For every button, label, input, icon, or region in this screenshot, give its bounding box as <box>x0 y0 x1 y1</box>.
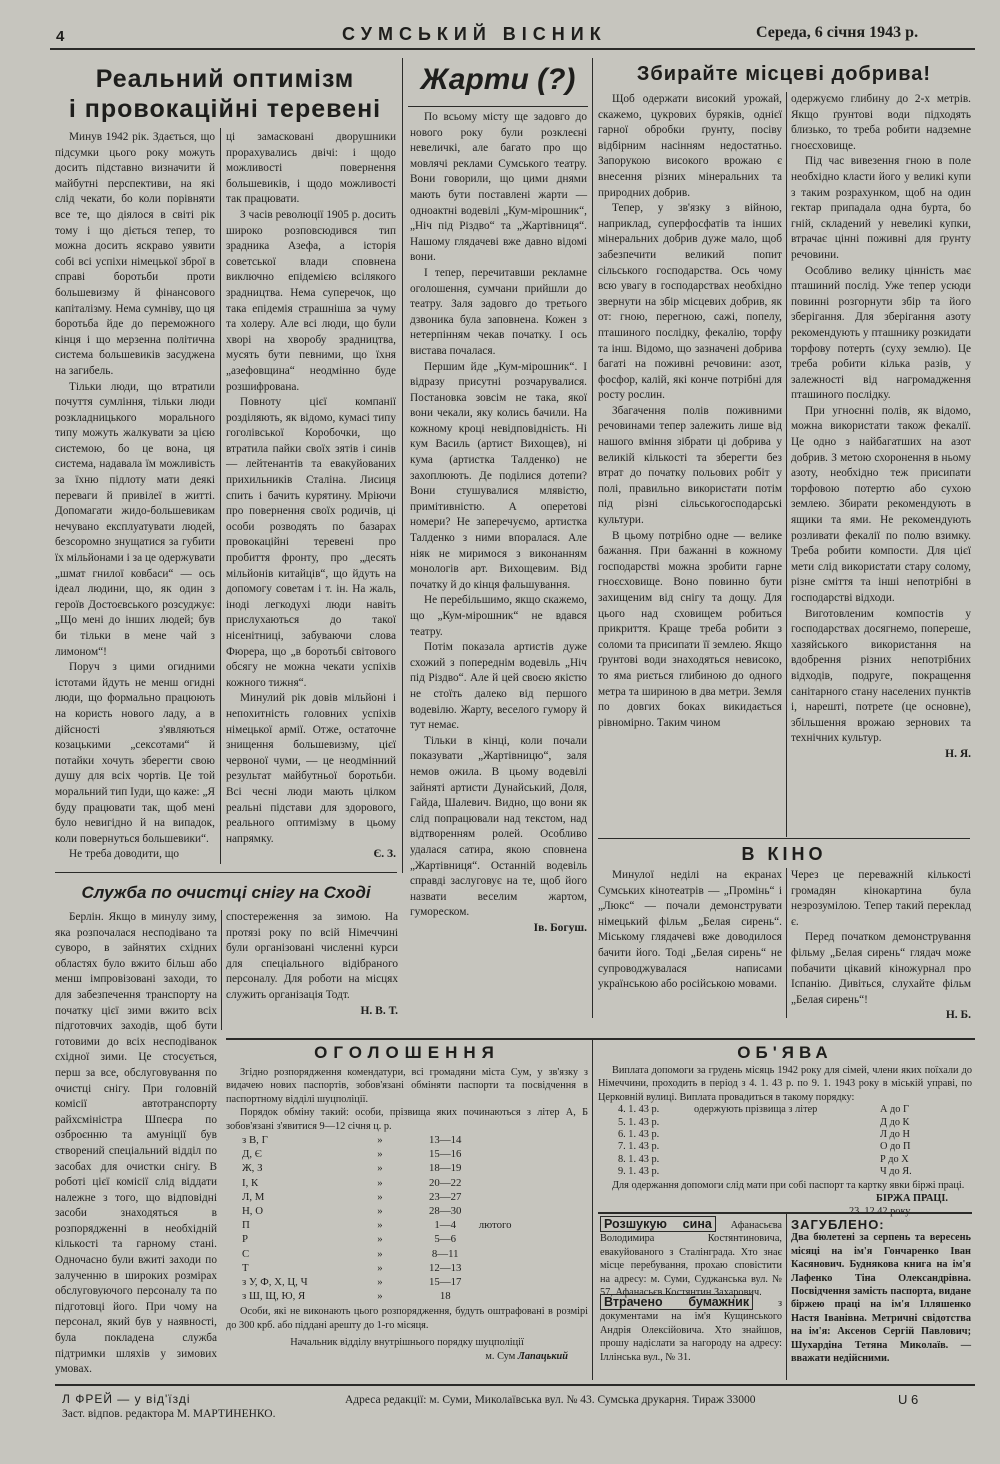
schedule-dates: 12—13 <box>429 1261 462 1274</box>
schedule-month <box>479 1133 542 1147</box>
announcement-order: Порядок обміну такий: особи, прізвища яких починаються з літер А, Б зобов'язані з'явитися 9—12 січня ц. р. <box>226 1107 588 1132</box>
paragraph: ці замасковані дворушники прорахувались двічі: і щодо можливості повернення большевиків, і щодо можливості так працювати. <box>226 131 396 206</box>
payment-date: 7. 1. 43 р. <box>618 1141 660 1153</box>
column-divider <box>786 1214 787 1380</box>
footer-code: U 6 <box>898 1392 919 1407</box>
footer-rule <box>55 1384 975 1386</box>
payment-text <box>694 1129 880 1141</box>
schedule-row <box>242 1247 542 1261</box>
announcement-intro: Згідно розпорядження комендатури, всі громадяни міста Сум, у зв'язку з видачею нових паспортів, зобов'язані обміняти паспорти та посвідчення в паспортному відділі шуцполіції. <box>226 1067 588 1105</box>
schedule-ditto: » <box>377 1162 383 1175</box>
article-realism-headline <box>55 64 395 124</box>
schedule-row <box>242 1147 542 1161</box>
payment-range: Р до Х <box>880 1153 909 1165</box>
schedule-letters: Т <box>242 1261 249 1274</box>
payment-date: 5. 1. 43 р. <box>618 1116 660 1128</box>
article-fertilizer-col5 <box>791 92 971 832</box>
article-jokes-headline: Жарти (?) <box>420 63 576 96</box>
column-divider <box>786 868 787 1018</box>
column-divider <box>592 58 593 1018</box>
column-divider <box>592 1040 593 1380</box>
footer-editor-2: Заст. відпов. редактора М. МАРТИНЕНКО. <box>62 1408 276 1420</box>
schedule-dates: 15—16 <box>429 1148 462 1161</box>
payment-range: Л до Н <box>880 1129 910 1141</box>
paragraph: Виготовленим компостів у господарствах досягнемо, попереше, хазяйського використання на вдобрення різних непотрібних відходів, подруге, покращення санітарного стану населених пунктів і, нарешті, потрете (це основне), збільшення врожаю зернових та технічних культур. <box>791 607 971 745</box>
payment-date: 6. 1. 43 р. <box>618 1129 660 1141</box>
schedule-letters: з Ш, Щ, Ю, Я <box>242 1290 306 1303</box>
newspaper-title: СУМСЬКИЙ ВІСНИК <box>342 24 607 44</box>
schedule-row <box>242 1190 542 1204</box>
snow-middle <box>226 910 398 1035</box>
search-son-headline: Розшукую сина <box>600 1216 716 1232</box>
schedule-ditto: » <box>377 1134 383 1147</box>
schedule-month <box>479 1289 542 1303</box>
announcement-signed-title: Начальник відділу внутрішнього порядку шуцполіції <box>290 1337 524 1349</box>
paragraph: одержуємо глибину до 2-х метрів. Якщо ґрунтові води підходять близько, то треба робити надземне гноєсховище. <box>791 93 971 152</box>
headline-rule <box>408 106 588 107</box>
schedule-row <box>242 1204 542 1218</box>
search-son-text: Афанасьєва Володимира Костянтиновича, евакуйованого з Сталінграда. Хто знає місце перебування, прохаю сповістити на адресу: м. Суми, Суджанська вул. № 57, Афанасьєв Костянтин Захарович. <box>600 1220 783 1299</box>
schedule-row <box>242 1218 542 1232</box>
schedule-month <box>479 1247 542 1261</box>
column-divider <box>220 128 221 864</box>
notice-headline: ОБ'ЯВА <box>737 1043 833 1062</box>
signature: Н. Я. <box>945 747 971 760</box>
schedule-month <box>479 1190 542 1204</box>
schedule-letters: Ж, З <box>242 1162 263 1175</box>
payment-range: Д до К <box>880 1116 910 1128</box>
column-divider <box>402 58 403 873</box>
payment-text: одержують прізвища з літер <box>694 1104 818 1116</box>
paragraph: І тепер, перечитавши рекламне оголошення, сумчани прийшли до театру. Заля задовго до третього дзвоника була заповнена. Кожен з нетерпінням чекав початку. І ось вистава почалася. <box>410 266 587 357</box>
schedule-table <box>242 1133 542 1303</box>
schedule-dates: 8—11 <box>431 1247 459 1260</box>
schedule-letters: Л, М <box>242 1190 265 1203</box>
schedule-dates: 18 <box>439 1290 451 1303</box>
schedule-month: лютого <box>478 1219 512 1232</box>
lost-documents-headline: ЗАГУБЛЕНО: <box>791 1217 885 1232</box>
schedule-dates: 28—30 <box>429 1205 462 1218</box>
schedule-ditto: » <box>377 1205 383 1218</box>
lost-wallet-text: з документами на ім'я Кущинського Андрія Олексійовича. Хто знайшов, прошу надіслати за нагороду на адресу: Іллінська вул., № 31. <box>600 1298 783 1363</box>
schedule-row <box>242 1261 542 1275</box>
payment-row <box>618 1104 946 1116</box>
schedule-dates: 15—17 <box>429 1276 462 1289</box>
paragraph: Минув 1942 рік. Здається, що підсумки цього року можуть досить підставно визначити й майбутні перспективи, на які слід чекати, бо коли порівняти все те, що діялося в світі рік тому і що діється тепер, то можна досить яскраво уявити собі всі успіхи німецької зброї в справі боротьби проти большевизму й фінансового капіталізму. Нема сумніву, що ця боротьба йде до переможного кінця і що мерзенна політична система большевиків засуджена на загибель. <box>55 131 215 377</box>
paragraph: Збагачення полів поживними речовинами тепер залежить лише від нашого вміння зібрати ці добрива у великій кількості та зберегти без втрат до початку польових робіт у полі, правильно використати потім під різні сільськогосподарські культури. <box>598 404 782 527</box>
payment-date: 8. 1. 43 р. <box>618 1153 660 1165</box>
announcement-headline: ОГОЛОШЕННЯ <box>314 1043 500 1062</box>
paragraph: При угноєнні полів, як відомо, можна використати також фекалії. Це одно з найбагатших на азот добрив. З метою схоронення в ньому азоту, необхідно теж присипати торфовою потертю або сухою землею. Збирати рекомендують в ящики та ями. Не рекомендують розливати фекалії по полю взимку. Треба робити компости. Для цієї мети слід використати стару солому, різне сміття та інші непотрібні в господарстві відходи. <box>791 404 971 604</box>
paragraph: Тільки люди, що втратили почуття сумління, тільки люди розкладницького морального типу можуть жалкувати за цією системою, бо це вона, ця система, надавала їм можливість за їхню підлоту мати деякі переваги й привілеї в житті. Допомагати жидо-большевикам нечувано експлуатувати людей, безсоромно знущатися за губити їх мільйонами і за це одержувати „шмат гнилої ковбаси“ — ось ідеал людини, що, як один з героїв Достоєвського розсуджує: „Що мені до інших людей; був би тільки в мене чай з лимоном“! <box>55 380 215 658</box>
lost-wallet-block <box>600 1296 782 1380</box>
article-realism-col1 <box>55 130 215 865</box>
notice-footer: Для одержання допомоги слід мати при собі паспорт та картку явки біржі праці. <box>612 1179 965 1191</box>
cinema-headline: В КІНО <box>741 844 827 864</box>
schedule-row <box>242 1275 542 1289</box>
schedule-ditto: » <box>377 1176 383 1189</box>
lost-wallet-headline: Втрачено бумажник <box>600 1294 753 1310</box>
payment-text <box>694 1141 880 1153</box>
schedule-letters: з У, Ф, Х, Ц, Ч <box>242 1276 308 1289</box>
paragraph: Тепер, у зв'язку з війною, наприклад, суперфосфатів та інших мінеральних добрив дуже мало, щоб забезпечити великий попит сільського господарства. Ось чому всю увагу в господарствах необхідно звернути на збір місцевих добрив, як от: гною, перегною, сажі, попелу, пташиного послідку, фекалію, торфу та інш. Відомо, що зазначені добрива багаті на поживні речовини: азот, фосфор, калій, які конче потрібні для росту рослин. <box>598 202 782 402</box>
paragraph: Перед початком демонстрування фільму „Белая сирень“ глядач може побачити цікавий кіножурнал про Іспанію. Дивіться, слухайте фільм „Белая сирень“! <box>791 931 971 1006</box>
column-divider <box>221 910 222 1030</box>
paragraph: Під час вивезення гною в поле необхідно класти його у великі купи з таким розрахунком, щоб на один гектар припадала одна бурта, бо гній, складений у невеликі купки, втрачає цінні поживні для ґрунту речовини. <box>791 155 971 261</box>
payment-row <box>618 1117 946 1129</box>
payment-range: Ч до Я. <box>880 1166 912 1178</box>
paragraph: З часів революції 1905 р. досить широко розповсюдився тип зрадника Азефа, а історія советської влади сповнена виключно епідемією всілякого зрадництва. Нема суперечок, що така епідемія страшніша за чуму та холеру. Але всі люди, що були хворі на хворобу зрадництва, мусять бути певними, що їхня „азефовщина“ неодмінно буде розшифрована. <box>226 208 396 393</box>
payment-date: 4. 1. 43 р. <box>618 1104 660 1116</box>
issue-date: Середа, 6 січня 1943 р. <box>756 24 919 41</box>
paragraph: Тільки в кінці, коли почали показувати „Жартівницю“, заля немов ожила. В цьому водевілі зайняті артисти Дунайський, Доля, Гайда, Шалевич. Видно, що вони як слід попрацювали над текстом, над відтворенням ролей. Особливо удалася сатира, якою сповнена „Жартівниця“. Останній водевіль справді заслуговує на те, щоб його назвати веселим жартом, гумореском. <box>410 734 587 919</box>
footer-address: Адреса редакції: м. Суми, Миколаївська вул. № 43. Сумська друкарня. Тираж 33000 <box>345 1394 756 1406</box>
payment-date: 9. 1. 43 р. <box>618 1166 660 1178</box>
notice-block <box>598 1042 972 1212</box>
signed-place: м. Сум <box>485 1350 516 1362</box>
snow-headline: Служба по очистці снігу на Сході <box>81 883 371 902</box>
schedule-dates: 23—27 <box>429 1190 462 1203</box>
section-rule <box>226 1038 975 1040</box>
column-divider <box>786 92 787 837</box>
paragraph: Минулий рік довів мільйоні і непохитність головних успіхів німецької армії. Отже, остаточне знищення большевизму, цієї червоної чуми, — це неодмінний результат майбутньої боротьби. Всі чесні люди мають цілком реальні підстави для здорового, реального оптимізму в цьому напрямку. <box>226 692 396 845</box>
paragraph: Поруч з цими огидними істотами йдуть не менш огидні люди, що формально працюють на користь нового ладу, а в дійсності з'являються козацькими „сексотами“ й потайки хочуть зберегти свою душу для всіх чортів. Це той моральний тип Іуди, що каже: „Я буду працювати так, щоб мені було невигідно й на випадок, коли повернуться большевики“. <box>55 661 215 845</box>
notice-signed: БІРЖА ПРАЦІ. <box>876 1193 948 1205</box>
schedule-row <box>242 1176 542 1190</box>
article-fertilizer-col4 <box>598 92 782 827</box>
schedule-month <box>479 1232 542 1246</box>
cinema-left: Минулої неділі на екранах Сумських кінотеатрів — „Промінь“ і „Люкс“ — почали демонструвати німецький фільм „Белая сирень“. Міському глядачеві вже доводилося бачити його. Тоді „Белая сирень“ не супроводжувалася написами українською або російською мовами. <box>598 869 782 991</box>
announcement-block <box>226 1042 588 1380</box>
schedule-ditto: » <box>377 1233 383 1246</box>
schedule-row <box>242 1232 542 1246</box>
schedule-month <box>479 1176 542 1190</box>
schedule-letters: Р <box>242 1233 249 1246</box>
cinema-right <box>791 868 971 1022</box>
payment-row <box>618 1141 946 1153</box>
announcement-signed <box>226 1350 588 1363</box>
schedule-month <box>479 1275 542 1289</box>
notice-text: Виплата допомоги за грудень місяць 1942 року для сімей, члени яких поїхали до Німеччини, проходить в період з 4. 1. 43 р. по 9. 1. 1943 року в міській управі, по Церковній вулиці. Виплата провадиться в такому порядку: <box>598 1065 972 1103</box>
payment-row <box>618 1166 946 1178</box>
schedule-letters: Н, О <box>242 1205 263 1218</box>
schedule-row <box>242 1133 542 1147</box>
schedule-ditto: » <box>377 1247 383 1260</box>
lost-documents-text: Два бюлетені за серпень та вересень місяці на ім'я Гончаренко Іван Касянович. Буднякова книга на ім'я Лафенко Тіна Олександрівна. Посвідчення замість паспорта, видане біржею праці на ім'я Ілляшенко Настя Іванівна. Метричні свідотства на ім'я: Аксенов Сергій Павлович; Шухардіна Тетяна Миколаїв. — вважати недійсними. <box>791 1232 971 1365</box>
schedule-ditto: » <box>377 1276 383 1289</box>
paragraph: Першим йде „Кум-мірошник“. І відразу присутні розчарувалися. Постановка зовсім не така, якої вони чекали, яку колись бачили. На кожному кроці невідповідність. Ні кум Василь (артист Вихощев), ні кума (артистка Талденко) не захоплюють. Де поділися дотепи? Вони стушувалися млявістю, примітивністю. А оперетові номери? Не заперечуємо, артистка Талденко з ними впоралася. Але ніяк не миримося з виконанням монологів арт. Вихощевим. Від початку й до кінця фальшування. <box>410 360 587 591</box>
snow-left: Берлін. Якщо в минулу зиму, яка розпочалася несподівано та суворо, в зайнятих східних областях було вжито більш або менш імпровізовані заходи, то для забезпечення транспорту на початку цієї зими вжито всіх підготовчих заходів, щоб бути готовими до всіх несподіванок східної зими. Це стосується, перш за все, обслуговування по очистці снігу. При головній комісії автотранспорту райхсміністра Шпеєра по озброєнню та амуніції був створений спеціальний відділ по засобах для очистки снігу. В роботі цієї комісії слід віддати належне з того, що відповідні засоби знаходяться в розпорядженні в необхідній кількості та гарному стані. Одночасно були вжиті заходи по залученню в широких розмірах обслуговуючого персоналу та по підготовці його. При чому на персонал, який був у наявності, була покладена служба підтримки шляхів у зимових умовах. <box>55 911 217 1376</box>
schedule-ditto: » <box>377 1190 383 1203</box>
page-number: 4 <box>56 28 65 45</box>
schedule-letters: з В, Г <box>242 1134 268 1147</box>
masthead-rule <box>50 48 975 50</box>
payment-range: А до Г <box>880 1104 909 1116</box>
payment-row <box>618 1154 946 1166</box>
signature: Є. З. <box>373 848 396 861</box>
paragraph: Не перебільшимо, якщо скажемо, що „Кум-мірошник“ не вдався театру. <box>410 594 587 638</box>
masthead <box>50 22 975 48</box>
paragraph: По всьому місту ще задовго до нового року були розклеєні невеличкі, але багато про що мовлячі реклами Сумського театру. Вони говорили, що цими днями мають бути поставлені жарти — одноактні водевілі „Кум-мірошник“, „Ніч під Різдво“ та „Жартівниця“. Нашому глядачеві вже давно відомі вони. <box>410 111 587 264</box>
paragraph: Повноту цієї компанії розділяють, як відомо, кумасі типу гоголівської Коробочки, що втратила пайки своїх зятів і синів — лейтенантів та евакуйованих прихильників Сталіна. Лисиця спить і бачить курятину. Мріючи про повернення своїх родичів, ці особи розводять по базарах провокаційні теревені про пробиття фронту, про „десять мільйонів китайців“, що йдуть на допомогу советам і т. ін. На жаль, іноді легкодухі люди навіть прислухаються до такої нісенітниці, забуваючи слова Фюрера, що „в боротьбі світового обсягу не можна чекати успіхів кожного тижня“. <box>226 396 396 689</box>
headline-line-1: Реальний оптимізм <box>95 65 355 93</box>
announcement-penalty: Особи, які не виконають цього розпорядження, будуть оштрафовані в розмірі до 300 крб. або піддані арешту до 1-го місяця. <box>226 1306 588 1331</box>
schedule-month <box>479 1161 542 1175</box>
signature: Н. Б. <box>945 1009 971 1022</box>
schedule-month <box>479 1204 542 1218</box>
section-rule <box>55 872 397 873</box>
section-rule <box>598 1212 972 1214</box>
paragraph: Потім показала артистів дуже схожий з попереднім водевіль „Ніч під Різдво“. Але й цей своєю якістю не стоїть далеко від першого водевілю. Жарту, веселого гумору й тут немає. <box>410 641 587 732</box>
schedule-dates: 5—6 <box>434 1233 456 1246</box>
paragraph: спостереження за зимою. На протязі року по всій Німеччині були організовані численні курси для спеціального відібраного персоналу. Для роботи на місцях служить організація Тодт. <box>226 911 398 1001</box>
payment-table <box>618 1104 946 1178</box>
headline-line-2: і провокаційні теревені <box>68 95 382 123</box>
payment-row <box>618 1129 946 1141</box>
payment-text <box>694 1154 880 1166</box>
paragraph: Особливо велику цінність має пташиний послід. Уже тепер усюди повинні розгорнути збір та його зберігання. Для зберігання азоту рекомендують у пташнику розкидати торфову потерть (суху землю). Це треба робити кілька разів, у залежності від нагромадження пташиного послідку. <box>791 264 971 402</box>
payment-text <box>694 1166 880 1178</box>
payment-text <box>694 1117 880 1129</box>
signature: Н. В. Т. <box>360 1004 398 1017</box>
signature: Ів. Богуш. <box>533 921 587 934</box>
paragraph: Не треба доводити, що <box>69 848 180 861</box>
section-rule <box>598 838 970 839</box>
article-realism-col2 <box>226 130 396 870</box>
article-jokes-body <box>410 110 587 1010</box>
paragraph: В цьому потрібно одне — велике бажання. При бажанні в кожному господарстві можна зробити гарне гноєсховище. Воно повинно бути захищеним від снігу та дощу. Для цього над сховищем робиться прикриття. Краще треба робити з соломи та присипати її землею. Якщо ґрунтові води знаходяться невисоко, то яма риється глибиною до одного метра та шириною в два метри. Земля по довгих боках викидається рівномірно. Таким чином <box>598 529 782 729</box>
paragraph: Щоб одержати високий урожай, скажемо, цукрових буряків, однієї гарної обробки ґрунту, посіву відбірним насінням недостатньо. Запорукою високого врожаю є внесення різних мінеральних та природних добрив. <box>598 93 782 199</box>
schedule-letters: І, К <box>242 1176 259 1189</box>
schedule-dates: 13—14 <box>429 1134 462 1147</box>
signed-name: Лапацький <box>517 1350 568 1362</box>
schedule-dates: 1—4 <box>434 1219 456 1232</box>
schedule-dates: 20—22 <box>429 1176 462 1189</box>
article-fertilizer-headline: Збирайте місцеві добрива! <box>636 63 932 85</box>
schedule-row <box>242 1161 542 1175</box>
schedule-dates: 18—19 <box>429 1162 462 1175</box>
payment-range: О до П <box>880 1141 911 1153</box>
schedule-row <box>242 1289 542 1303</box>
schedule-ditto: » <box>377 1148 383 1161</box>
lost-documents-block <box>791 1218 971 1380</box>
schedule-month <box>479 1147 542 1161</box>
schedule-letters: Д, Є <box>242 1148 262 1161</box>
footer-editor-1: Л ФРЕЙ — у від'їзді <box>62 1392 191 1406</box>
paragraph: Через це переважній кількості громадян кінокартина була незрозумілою. Тепер такий переклад є. <box>791 869 971 928</box>
schedule-ditto: » <box>377 1290 383 1303</box>
schedule-month <box>479 1261 542 1275</box>
schedule-letters: П <box>242 1219 250 1232</box>
schedule-letters: С <box>242 1247 250 1260</box>
schedule-ditto: » <box>377 1261 383 1274</box>
search-son-block <box>600 1217 783 1299</box>
schedule-ditto: » <box>377 1219 383 1232</box>
